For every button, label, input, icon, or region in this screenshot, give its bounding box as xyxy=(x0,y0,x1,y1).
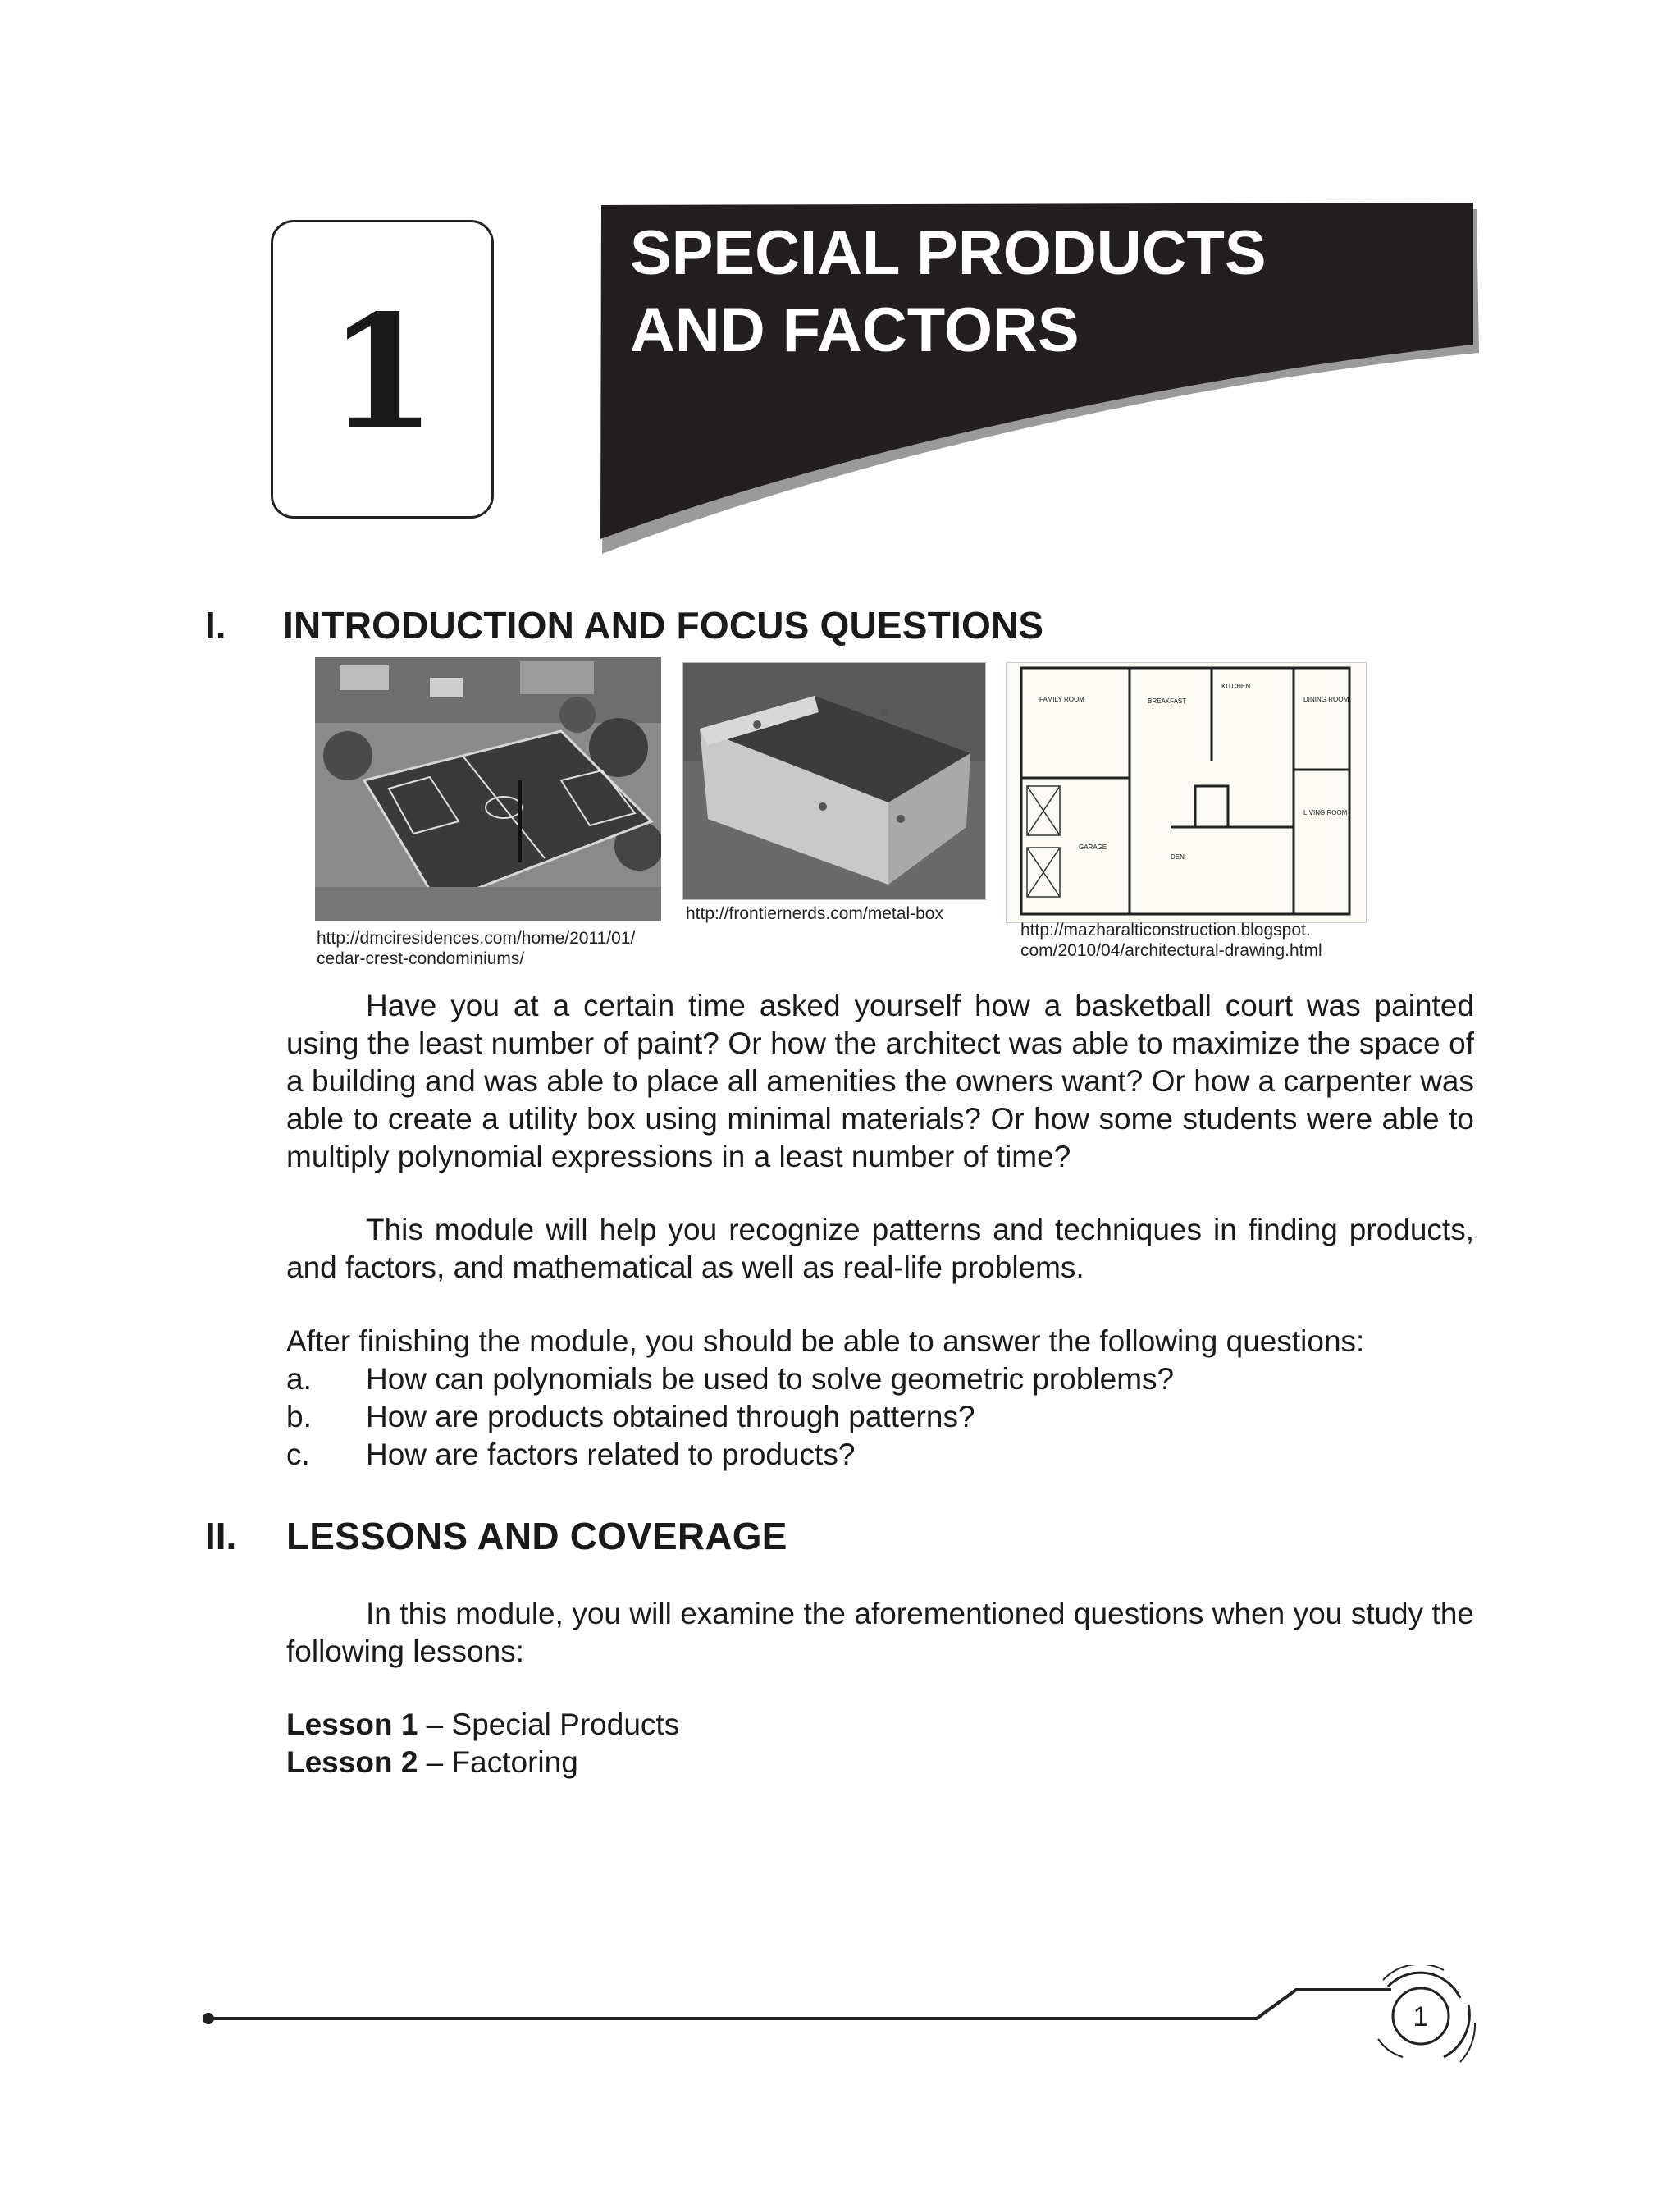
intro-paragraph-1: Have you at a certain time asked yourself how a basketball court was painted using the least number of paint? Or how the architect was able to maximize the space of a building and was able to place all amenities the owners want? Or how a carpenter was able to create a utility box using minimal materials? Or how some students were able to multiply polynomial expressions in a least number of time? xyxy=(286,989,1474,1173)
plan-label-breakfast: BREAKFAST xyxy=(1148,697,1187,705)
focus-question-mark: a. xyxy=(286,1362,312,1396)
focus-question xyxy=(286,1360,1474,1398)
lesson-name: Factoring xyxy=(451,1745,578,1779)
floor-plan-drawing xyxy=(1006,662,1367,923)
footer-rule xyxy=(197,1965,1493,2080)
module-title-line2: AND FACTORS xyxy=(630,295,1080,365)
lesson-item xyxy=(286,1744,578,1781)
module-number: 1 xyxy=(327,281,437,464)
basketball-court-caption-line1: http://dmciresidences.com/home/2011/01/ xyxy=(317,929,636,948)
lesson-separator: – xyxy=(418,1708,452,1741)
metal-box-photo xyxy=(682,662,986,900)
lesson-label: Lesson 1 xyxy=(286,1708,418,1741)
focus-question-mark: b. xyxy=(286,1400,312,1433)
lesson-label: Lesson 2 xyxy=(286,1745,418,1779)
floor-plan-caption-line1: http://mazharalticonstruction.blogspot. xyxy=(1020,921,1311,940)
focus-question-mark: c. xyxy=(286,1438,310,1471)
lesson-item xyxy=(286,1706,679,1744)
module-title xyxy=(630,215,1418,369)
floor-plan-caption xyxy=(1020,920,1406,961)
floor-plan-caption-line2: com/2010/04/architectural-drawing.html xyxy=(1020,941,1322,960)
basketball-court-caption-line2: cedar-crest-condominiums/ xyxy=(317,949,525,968)
module-title-line1: SPECIAL PRODUCTS xyxy=(630,218,1267,288)
focus-question xyxy=(286,1436,1474,1474)
focus-question-text: How are products obtained through patterns? xyxy=(366,1400,975,1433)
section1-title: INTRODUCTION AND FOCUS QUESTIONS xyxy=(283,604,1044,647)
focus-question-text: How are factors related to products? xyxy=(366,1438,856,1471)
section2-number: II. xyxy=(205,1515,237,1557)
focus-question-text: How can polynomials be used to solve geometric problems? xyxy=(366,1362,1175,1396)
lesson-separator: – xyxy=(418,1745,452,1779)
basketball-court-caption xyxy=(317,928,678,969)
intro-paragraph-2: This module will help you recognize patterns and techniques in finding products, and factors, and mathematical as well as real-life problems. xyxy=(286,1213,1474,1284)
plan-label-den: DEN xyxy=(1171,853,1185,861)
plan-label-dining-room: DINING ROOM xyxy=(1303,696,1349,703)
page-number: 1 xyxy=(1413,2001,1429,2032)
plan-label-garage: GARAGE xyxy=(1079,844,1107,851)
plan-label-family-room: FAMILY ROOM xyxy=(1039,696,1084,703)
basketball-court-photo xyxy=(315,657,661,921)
plan-label-living-room: LIVING ROOM xyxy=(1303,809,1348,816)
metal-box-caption: http://frontiernerds.com/metal-box xyxy=(686,904,943,923)
section2-paragraph: In this module, you will examine the aforementioned questions when you study the following lessons: xyxy=(286,1597,1474,1668)
focus-question xyxy=(286,1398,1474,1436)
lesson-name: Special Products xyxy=(451,1708,680,1741)
focus-questions-lead: After finishing the module, you should be able to answer the following questions: xyxy=(286,1324,1365,1358)
section1-number: I. xyxy=(205,604,226,647)
module-number-box xyxy=(271,220,494,519)
plan-label-kitchen: KITCHEN xyxy=(1221,683,1251,690)
section2-title: LESSONS AND COVERAGE xyxy=(286,1515,788,1557)
